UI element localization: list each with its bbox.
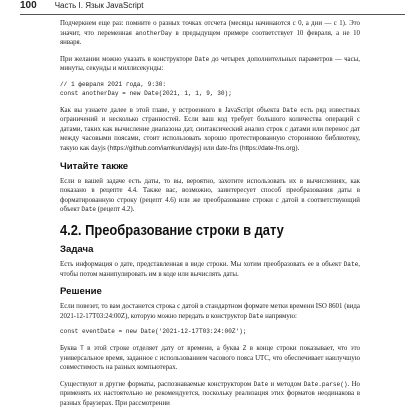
- inline-code: T: [80, 345, 84, 353]
- text: Буква: [60, 345, 81, 353]
- heading-task: Задача: [60, 243, 94, 255]
- link-dayjs[interactable]: https://github.com/iamkun/dayjs: [109, 144, 200, 152]
- paragraph-other-formats: [60, 380, 360, 409]
- paragraph-see-also: [60, 177, 360, 215]
- running-header: [20, 0, 405, 15]
- text: ).: [295, 144, 300, 152]
- text: . Но применять их настоятельно не рекомендуется, поскольку реализация этих форматов неодинакова в разных браузерах. При рассмотрении: [60, 380, 360, 408]
- text: Есть информация о дате, представленная в виде строки. Мы хотим преобразовать ее в объект: [60, 260, 344, 268]
- link-date-fns[interactable]: https://date-fns.org: [241, 144, 296, 152]
- text: Если повезет, то вам достанется строка с датой в стандартном формате метки времени ISO 8601 (вида 2021-12-17T03:24:00Z), которую можно передать в конструктор: [60, 303, 360, 320]
- text: Существуют и другие форматы, распознаваемые конструктором: [60, 380, 254, 388]
- inline-code: Date: [282, 106, 298, 114]
- inline-code: anotherDay: [135, 29, 172, 37]
- text: напрямую:: [263, 312, 297, 320]
- text: и методом: [268, 380, 304, 388]
- text: есть ряд известных ограничений и несколько странностей. Если ваш код требует большого количества операций с датами, таких как вычисление диапазона дат, синтаксический анализ строк с датами или перенос дат между часовыми поясами, стоит использовать хорошо протестированную стороннюю библиотеку, такую как dayjs (: [60, 106, 360, 152]
- paragraph-extra-params: [60, 55, 360, 74]
- page-number: 100: [20, 0, 37, 11]
- inline-code: Date.parse(): [303, 380, 348, 388]
- paragraph-solution: [60, 302, 360, 321]
- page-content: [60, 19, 360, 416]
- inline-code: Z: [242, 345, 247, 353]
- code-block-another-day: // 1 февраля 2021 года, 9:30: const anotherDay = new Date(2021, 1, 1, 9, 30);: [60, 80, 232, 97]
- text: до четырех дополнительных параметров — часы, минуты, секунды и миллисекунды:: [60, 55, 361, 73]
- text: При желании можно указать в конструкторе: [60, 55, 195, 63]
- text: Подчеркнем еще раз: помните о разных точках отсчета (месяцы начинаются с 0, а дни — с 1). Это значит, что переменная: [60, 20, 360, 37]
- text: в конце строки показывает, что это универсальное время, заданное с использованием часового пояса UTC, что обеспечивает наилучшую совместимость на разных компьютерах.: [60, 345, 360, 372]
- inline-code: Date: [194, 55, 210, 63]
- inline-code: Date: [248, 312, 264, 320]
- text: ) или date-fns (: [199, 144, 242, 152]
- text: Если в вашей задаче есть даты, то вы, вероятно, захотите использовать их в вычислениях, как показано в рецепте 4.4. Также вас, возможно, заинтересует способ преобразования даты в форматированную строку (рецепт 4.6) или же преобразование строки с датой в соответствующий объект: [60, 177, 360, 214]
- inline-code: Date: [343, 260, 359, 268]
- code-block-event-date: const eventDate = new Date('2021-12-17T03:24:00Z');: [60, 328, 247, 336]
- paragraph-intro: [60, 19, 360, 48]
- text: (рецепт 4.2).: [96, 206, 135, 214]
- text: в предыдущем примере соответствует 10 февраля, а не 10 января.: [60, 29, 360, 47]
- section-title: 4.2. Преобразование строки в дату: [60, 221, 284, 239]
- heading-see-also: Читайте также: [60, 160, 129, 172]
- text: Как вы узнаете далее в этой главе, у встроенного в JavaScript объекта: [60, 106, 283, 114]
- paragraph-task: [60, 260, 360, 279]
- text: , чтобы потом манипулировать им в коде или вычислять даты.: [60, 260, 360, 278]
- inline-code: Date: [81, 206, 97, 214]
- text: в этой строке отделяет дату от времени, а буква: [83, 345, 243, 353]
- paragraph-libraries: [60, 106, 360, 154]
- inline-code: Date: [253, 380, 269, 388]
- running-title: Часть I. Язык JavaScript: [54, 1, 144, 10]
- paragraph-t-z-explanation: [60, 344, 360, 373]
- heading-solution: Решение: [60, 286, 102, 298]
